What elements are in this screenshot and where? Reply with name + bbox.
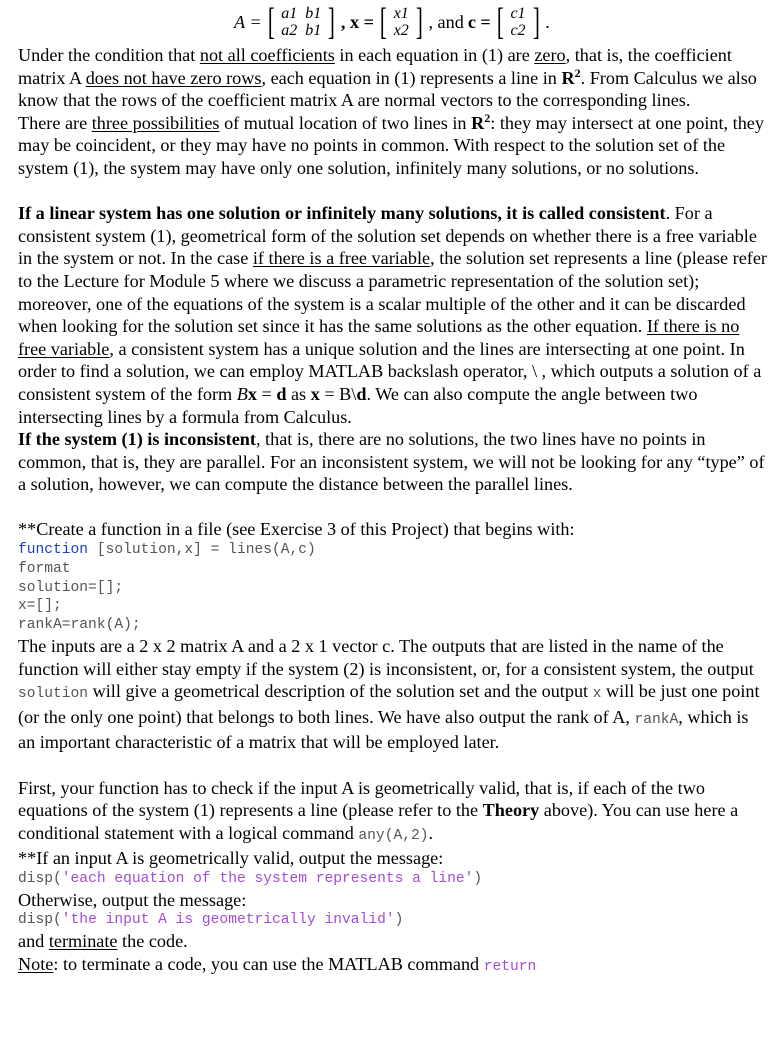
period: . [545,11,550,32]
code-block [18,541,770,635]
c-label: c = [467,11,491,32]
a21: a2 [281,22,298,39]
x2: x2 [393,22,409,39]
paragraph-note: Note: to terminate a code, you can use the MATLAB command return [18,953,537,975]
a22: b1 [305,22,322,39]
code-disp-valid: disp('each equation of the system represents a line') [18,870,483,887]
paragraph-create-function: **Create a function in a file (see Exercise 3 of this Project) that begins with: [18,519,575,540]
code-line-function: function [solution,x] = lines(A,c) [18,542,316,559]
paragraph-consistent: If a linear system has one solution or infinitely many solutions, it is called consistent. For a consistent system (1), geometrical form of the solution set depends on whether there is a free variable in the system or not. In the case if there is a free variable, the solution set represents a line (please refer to the Lecture for Module 5 where we discuss a parametric representation of the solution set); moreover, one of the equations of the system is a scalar multiple of the other and it can be discarded when looking for the solution set since it has the same solutions as the other equation. If there is no free variable, a consistent system has a unique solution and the lines are intersecting at one point. In order to find a solution, we can employ MATLAB backslash operator, \ , which outputs a solution of a consistent system of the form Bx = d as x = B\d. We can also compute the angle between two intersecting lines by a formula from Calculus. [18,203,767,427]
paragraph-conditions: Under the condition that not all coefficients in each equation in (1) are zero, that is, the coefficient matrix A does not have zero rows, each equation in (1) represents a line in $R^2$. From Calculus we also know that the rows of the coefficient matrix A are normal vectors to the corresponding lines. [18,45,757,111]
paragraph-otherwise: Otherwise, output the message: [18,889,247,910]
matrix-definition-line [18,0,770,44]
paragraph-possibilities: There are three possibilities of mutual location of two lines in $R^2$: they may intersect at one point, they may be coincident, or they may have no points in common. With respect to the solution set of the system (1), the system may have only one solution, infinitely many solutions, or no solutions. [18,110,764,178]
code-disp-invalid: disp('the input A is geometrically invalid') [18,912,404,929]
x1: x1 [393,5,409,22]
a-label: A = [234,11,262,32]
a11: a1 [281,5,298,22]
document-page [18,0,770,978]
vector-c: [ c1 c2 ] [496,1,540,43]
paragraph-validity-check: First, your function has to check if the input A is geometrically valid, that is, if each of the two equations of the system (1) represents a line (please refer to the Theory above). You can use here a conditional statement with a logical command any(A,2). [18,777,739,844]
paragraph-valid-message: **If an input A is geometrically valid, output the message: [18,848,444,869]
code-line-rank: rankA=rank(A); [18,617,141,634]
code-line-format: format [18,560,71,577]
x-label: , x = [340,11,375,32]
and-text: , and [428,11,464,32]
paragraph-inconsistent: If the system (1) is inconsistent, that is, there are no solutions, the two lines have no points in common, that is, they are parallel. For an inconsistent system, we will not be looking for any “type” of a solution, however, we can compute the distance between the parallel lines. [18,429,765,495]
paragraph-inputs-outputs: The inputs are a 2 x 2 matrix A and a 2 x 1 vector c. The outputs that are listed in the name of the function will either stay empty if the system (2) is inconsistent, or, for a consistent system, the output solution will give a geometrical description of the solution set and the output x will be just one point (or the only one point) that belongs to both lines. We have also output the rank of A, rankA, which is an important characteristic of a matrix that will be employed later. [18,636,760,753]
c2: c2 [510,22,526,39]
paragraph-terminate: and terminate the code. [18,931,188,952]
vector-x: [ x1 x2 ] [379,1,423,43]
c1: c1 [510,5,526,22]
a12: b1 [305,5,322,22]
code-line-solution: solution=[]; [18,579,124,596]
code-line-x: x=[]; [18,598,62,615]
matrix-a: [ a1 b1 a2 b1 ] [267,1,336,43]
